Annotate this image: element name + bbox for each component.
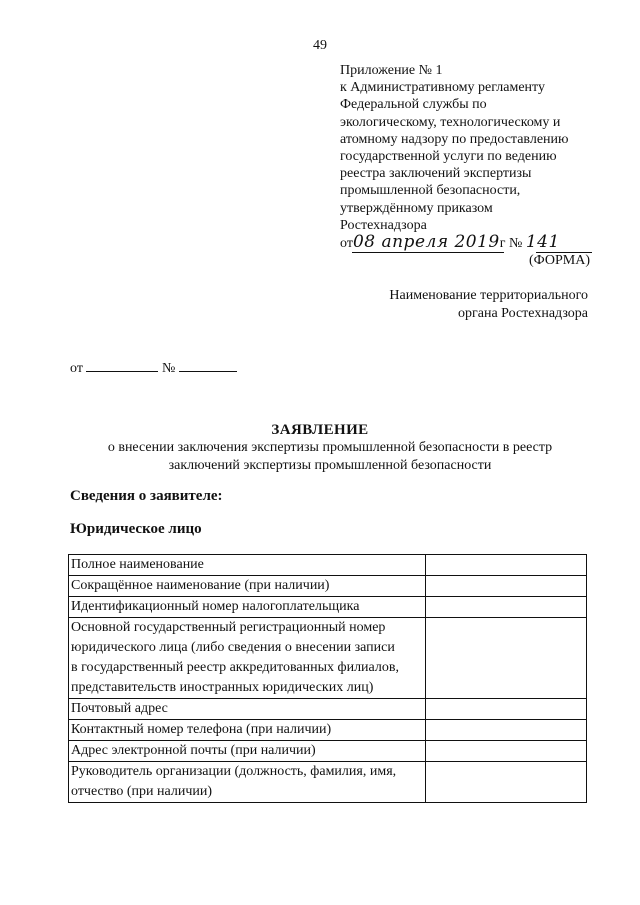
- appendix-line: Приложение № 1: [340, 63, 443, 78]
- table-row: [69, 618, 587, 699]
- document-title: ЗАЯВЛЕНИЕ: [271, 422, 369, 438]
- field-label-line: юридического лица (либо сведения о внесении записи: [71, 640, 395, 655]
- field-label-line: Почтовый адрес: [71, 701, 168, 716]
- field-value[interactable]: [426, 762, 587, 803]
- order-date-prefix: от: [340, 236, 353, 251]
- field-label-line: отчество (при наличии): [71, 784, 213, 799]
- appendix-line: утверждённому приказом: [340, 200, 493, 216]
- field-label: [69, 597, 426, 618]
- appendix-line: государственной услуги по ведению: [340, 149, 557, 165]
- field-label: [69, 699, 426, 720]
- field-label-line: Контактный номер телефона (при наличии): [71, 722, 332, 737]
- field-label: [69, 576, 426, 597]
- territorial-body-line2: органа Ростехнадзора: [458, 306, 588, 321]
- form-label: (ФОРМА): [528, 253, 590, 268]
- table-row: [69, 762, 587, 803]
- field-label-line: Руководитель организации (должность, фамилия, имя,: [71, 764, 397, 779]
- field-value[interactable]: [426, 699, 587, 720]
- order-date-handwritten: 08 апреля 2019: [352, 232, 500, 252]
- appendix-line: экологическому, технологическому и: [340, 114, 561, 130]
- document-subtitle-line1: о внесении заключения экспертизы промышленной безопасности в реестр: [107, 440, 553, 455]
- appendix-line: атомному надзору по предоставлению: [340, 131, 569, 147]
- field-label: [69, 762, 426, 803]
- field-value[interactable]: [426, 576, 587, 597]
- table-row: [69, 720, 587, 741]
- reference-number-blank[interactable]: [179, 359, 237, 372]
- appendix-line: промышленной безопасности,: [340, 183, 521, 199]
- field-value[interactable]: [426, 720, 587, 741]
- order-number-handwritten: 141: [525, 232, 560, 252]
- order-number-label: №: [509, 236, 523, 251]
- table-row: [69, 699, 587, 720]
- field-label-line: Адрес электронной почты (при наличии): [71, 743, 316, 758]
- appendix-block: [340, 62, 610, 234]
- field-label-line: представительств иностранных юридических лиц): [71, 680, 374, 695]
- legal-entity-heading: Юридическое лицо: [70, 521, 202, 537]
- field-label-line: Основной государственный регистрационный номер: [71, 620, 386, 635]
- reference-date-blank[interactable]: [86, 359, 158, 372]
- reference-from-label: от: [70, 361, 83, 376]
- territorial-body-line1: Наименование территориального: [389, 288, 588, 303]
- field-value[interactable]: [426, 741, 587, 762]
- field-label-line: Сокращённое наименование (при наличии): [71, 578, 330, 593]
- field-value[interactable]: [426, 597, 587, 618]
- reference-line: [70, 359, 237, 377]
- field-label: [69, 741, 426, 762]
- field-label-line: Идентификационный номер налогоплательщика: [71, 599, 360, 614]
- appendix-line: к Административному регламенту: [340, 80, 545, 96]
- field-label-line: Полное наименование: [71, 557, 204, 572]
- table-row: [69, 555, 587, 576]
- field-label: [69, 618, 426, 699]
- document-subtitle: [60, 439, 600, 475]
- field-value[interactable]: [426, 618, 587, 699]
- reference-number-label: №: [161, 361, 176, 376]
- table-row: [69, 597, 587, 618]
- field-label-line: в государственный реестр аккредитованных филиалов,: [71, 660, 399, 675]
- appendix-line: Ростехнадзора: [340, 217, 427, 233]
- page-number: 49: [313, 38, 327, 53]
- table-row: [69, 576, 587, 597]
- document-subtitle-line2: заключений экспертизы промышленной безопасности: [168, 458, 492, 473]
- legal-entity-table: [68, 554, 587, 803]
- appendix-line: Федеральной службы по: [340, 97, 487, 113]
- field-label: [69, 555, 426, 576]
- order-date-suffix: г: [499, 236, 506, 251]
- field-label: [69, 720, 426, 741]
- table-row: [69, 741, 587, 762]
- applicant-heading: Сведения о заявителе:: [70, 488, 223, 504]
- appendix-line: реестра заключений экспертизы: [340, 166, 532, 182]
- territorial-body: [340, 287, 588, 323]
- field-value[interactable]: [426, 555, 587, 576]
